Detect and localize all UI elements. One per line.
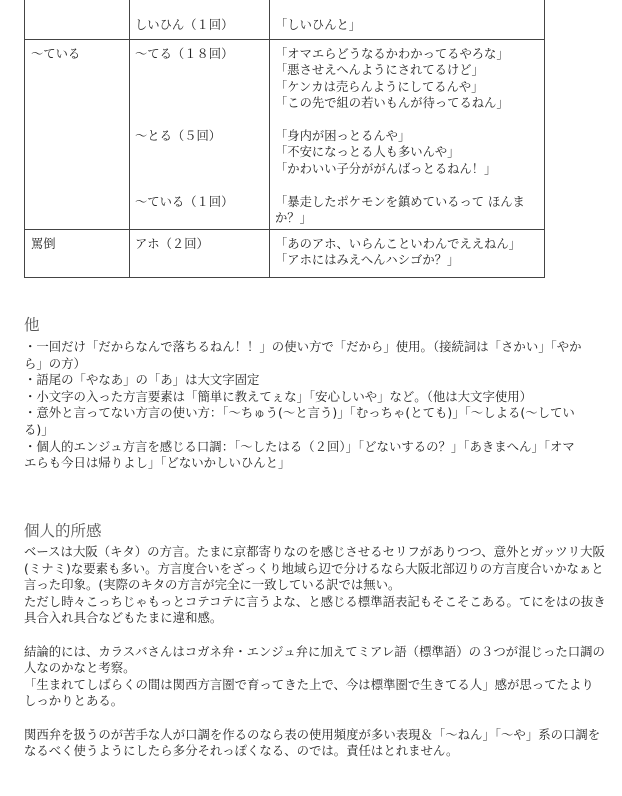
quote-line: 「暴走したポケモンを鎮めているって ほんま: [275, 195, 525, 209]
form-cell: アホ（２回）: [135, 237, 209, 251]
quote-line: 「身内が困っとるんや」: [275, 129, 411, 143]
section-heading-other: 他: [24, 316, 40, 334]
note-line: ・語尾の「やなあ」の「あ」は大文字固定: [24, 372, 260, 388]
note-line: ら」の方）: [24, 355, 86, 371]
table-column-divider: [129, 0, 130, 277]
quote-line: 「不安になっとる人も多いんや」: [275, 145, 460, 160]
quote-line: 「あのアホ、いらんこといわんでええねん」: [275, 237, 521, 251]
quote-line: 「ケンカは売らんようにしてるんや」: [275, 79, 484, 94]
impression-body: [24, 544, 606, 760]
paragraph-line: 「生まれてしばらくの間は関西方言圏で育ってきた上で、今は標準圏で生きてる人」感が思ってたより: [24, 676, 594, 692]
paragraph-spacer: [24, 710, 606, 727]
quote-line: 「アホにはみえへんハシゴか？」: [275, 253, 460, 268]
quote-list: [275, 128, 496, 177]
quote-line: 「この先で組の若いもんが待ってるねん」: [275, 96, 509, 111]
table-row-divider: [25, 39, 544, 40]
quote-cell: 「しいひんと」: [275, 18, 362, 32]
quote-line: 「かわいい子分ががんばっとるねん！」: [275, 161, 497, 176]
other-notes: [24, 339, 582, 472]
category-cell: 〜ている: [31, 47, 81, 61]
form-cell: 〜てる（１８回）: [135, 47, 234, 61]
paragraph-line: ただし時々こっちじゃもっとコテコテに言うよな、と感じる標準語表記もそこそこある。てにをはの抜き: [24, 593, 606, 609]
paragraph-line: 結論的には、カラスバさんはコガネ弁・エンジュ弁に加えてミアレ語（標準語）の３つが混じった口調の: [24, 643, 605, 659]
paragraph-line: 具合入れ具合などもたまに違和感。: [24, 610, 223, 626]
form-cell: 〜とる（５回）: [135, 129, 222, 143]
note-line: ・一回だけ「だからなんで落ちるねん！！」の使い方で「だから」使用。（接続詞は「さかい」「やか: [24, 339, 582, 354]
category-cell: 罵倒: [31, 237, 56, 251]
note-line: る)」: [24, 421, 54, 437]
paragraph-line: ベースは大阪（キタ）の方言。たまに京都寄りなのを感じさせるセリフがありつつ、意外とガッツリ大阪: [24, 544, 605, 559]
dialect-table: [24, 0, 545, 278]
note-line: エらも今日は帰りよし」「どないかしいひんと」: [24, 455, 291, 471]
paragraph-line: なるべく使うようにしたら多分それっぽくなる、のでは。責任はとれません。: [24, 743, 459, 759]
table-row-divider: [25, 229, 544, 230]
note-line: ・小文字の入った方言要素は「簡単に教えてぇな」「安心しいや」など。（他は大文字使用）: [24, 388, 533, 404]
section-heading-impression: 個人的所感: [24, 522, 102, 540]
paragraph-line: 関西弁を扱うのが苦手な人が口調を作るのなら表の使用頻度が多い表現＆「〜ねん」「〜や」系の口調を: [24, 726, 601, 742]
paragraph-line: (ミナミ)な要素も多い。方言度合いをざっくり地域ら辺で分けるなら大阪北部辺りの方言度合いかなぁと: [24, 560, 604, 576]
note-line: ・個人的エンジュ方言を感じる口調：「〜したはる（２回）」「どないするの？」「あきまへん」「オマ: [24, 438, 575, 454]
paragraph-line: 人なのかなと考察。: [24, 660, 136, 676]
quote-list: [275, 194, 525, 227]
paragraph-line: しっかりとある。: [24, 693, 124, 709]
form-cell: しいひん（１回）: [135, 18, 234, 32]
note-line: ・意外と言ってない方言の使い方：「〜ちゅう(〜と言う)」「むっちゃ(とても)」「〜しよる(〜してい: [24, 405, 575, 421]
paragraph-line: 言った印象。(実際のキタの方言が完全に一致している訳では無い。: [24, 577, 401, 593]
quote-list: [275, 236, 521, 269]
table-column-divider: [269, 0, 270, 277]
quote-line: 「悪させえへんようにされてるけど」: [275, 63, 484, 78]
paragraph-spacer: [24, 627, 606, 644]
quote-list: [275, 46, 509, 112]
quote-line: 「オマエらどうなるかわかってるやろな」: [275, 47, 509, 61]
form-cell: 〜ている（１回）: [135, 195, 234, 209]
quote-line: か？」: [275, 211, 312, 226]
